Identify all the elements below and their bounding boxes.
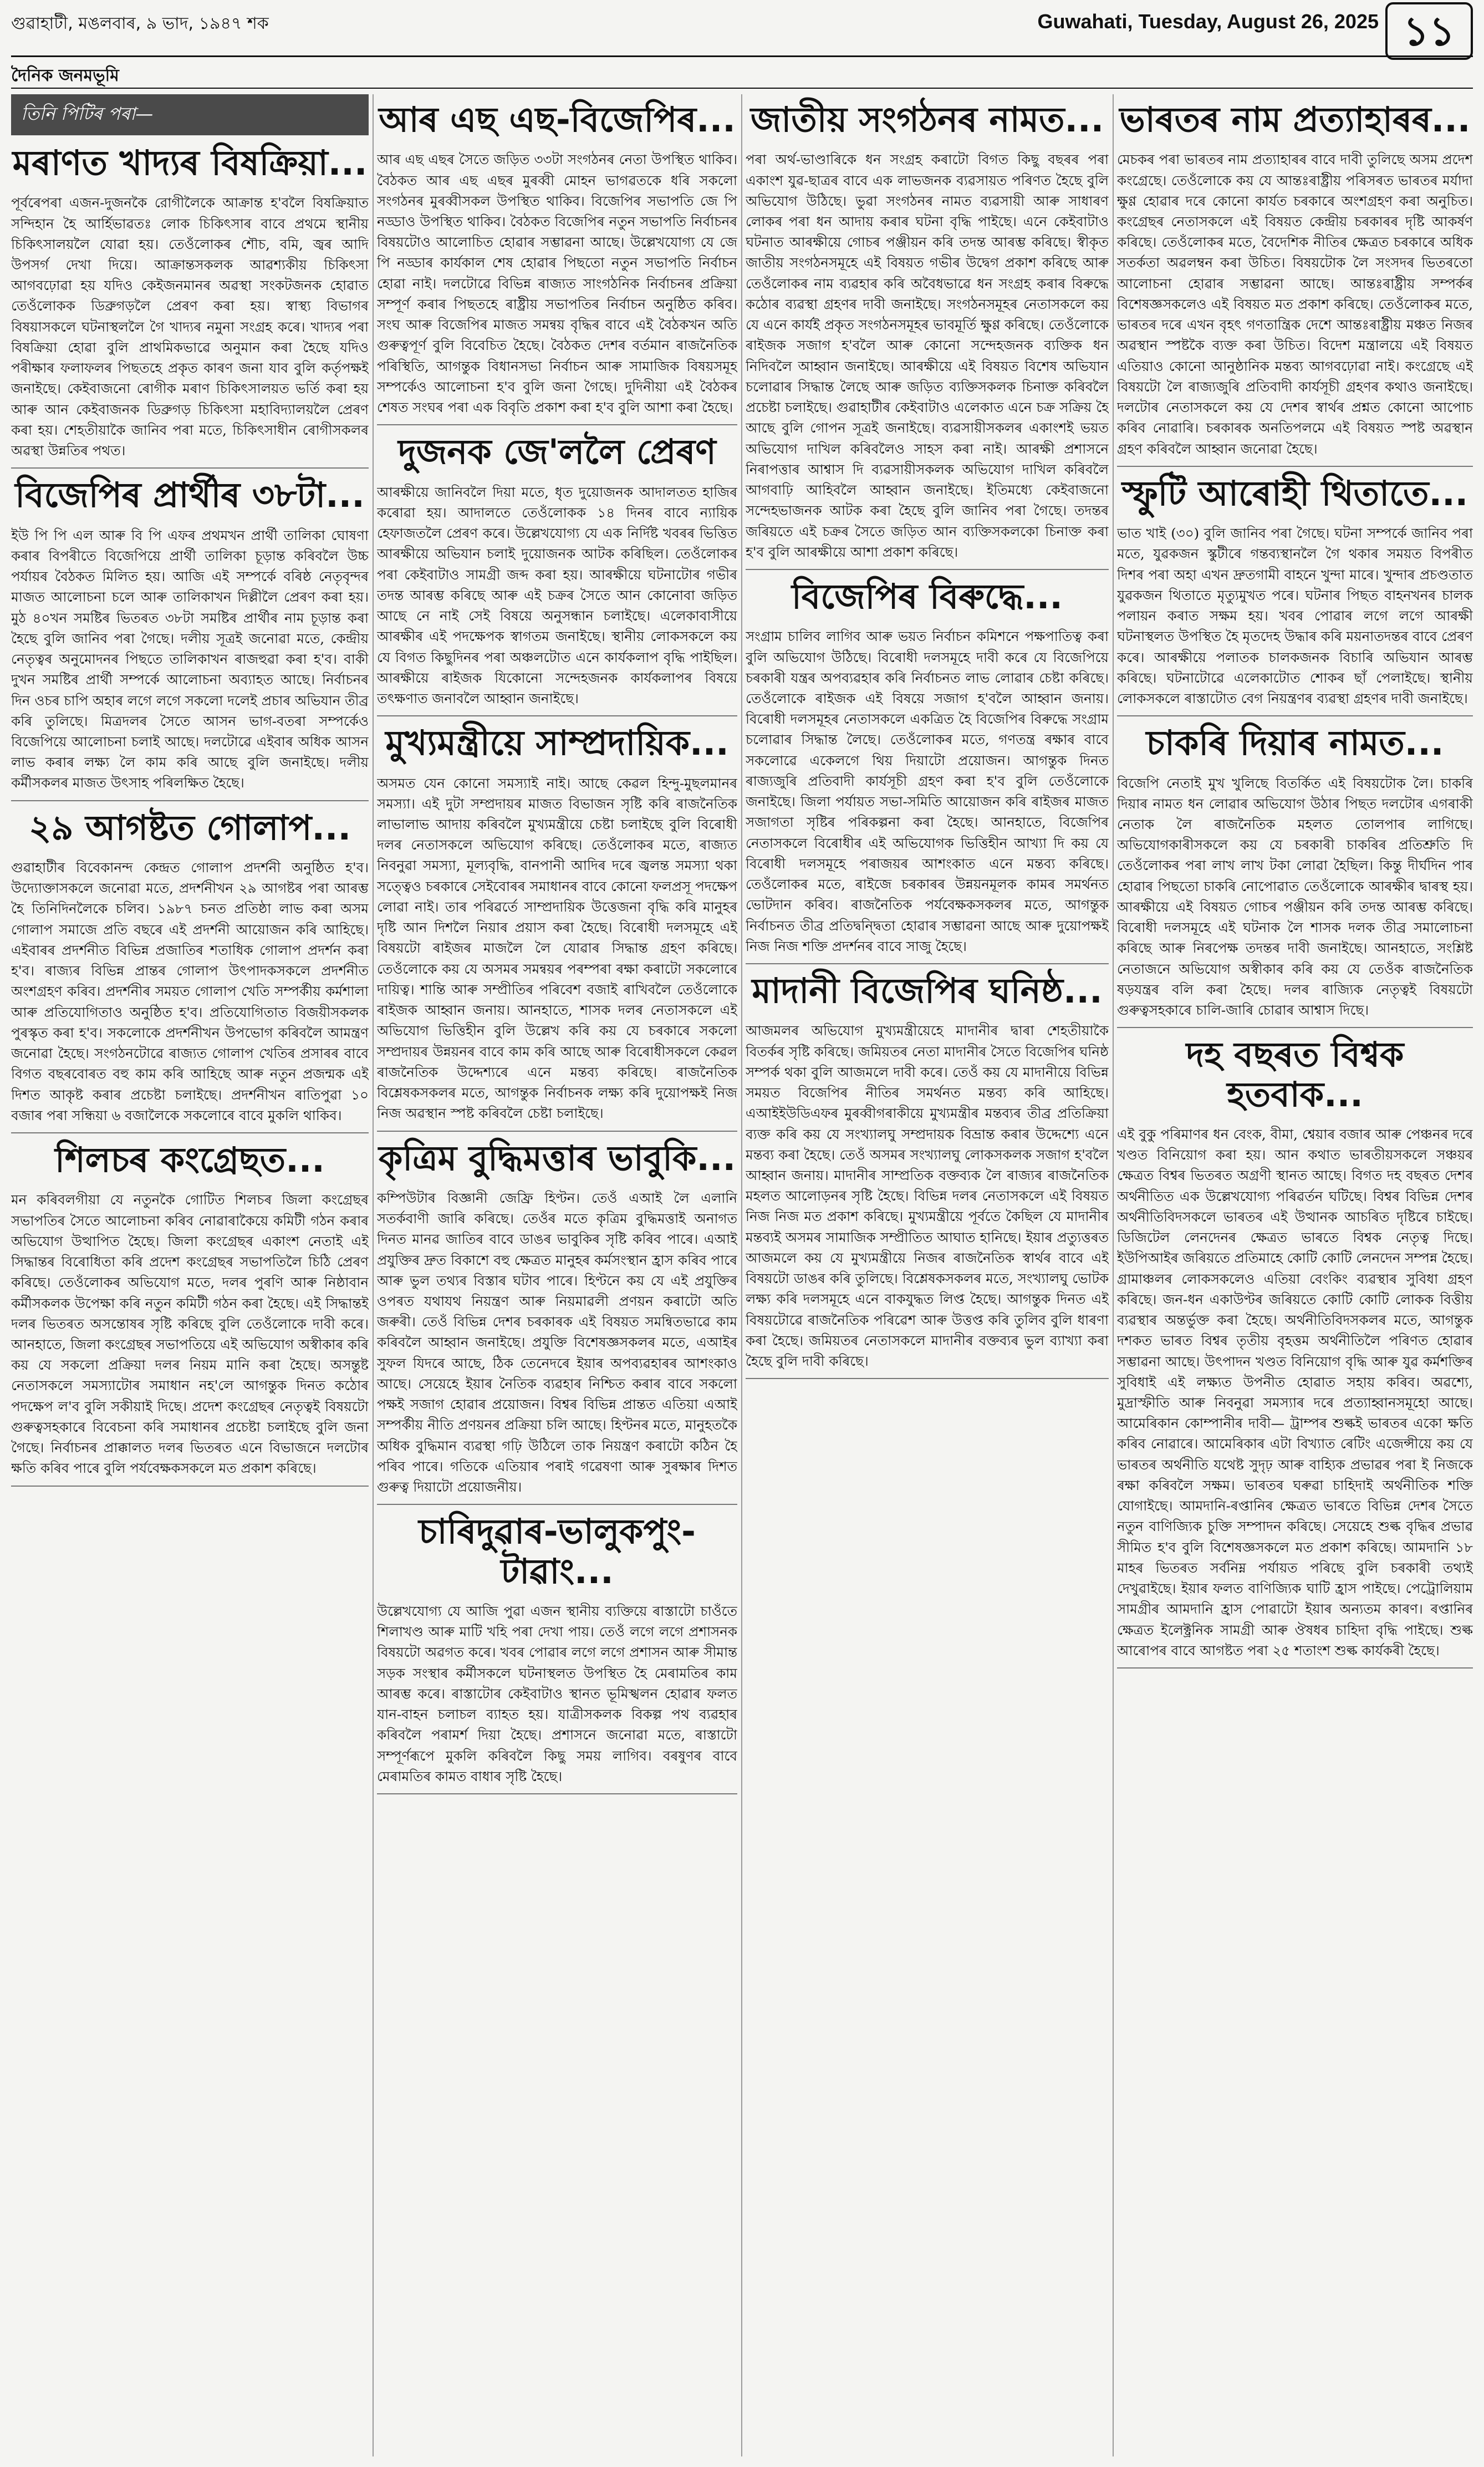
article-silchar-congress (11, 1140, 369, 1487)
article-rose-show (11, 808, 369, 1133)
article-two-jailed (377, 432, 737, 716)
masthead (0, 0, 1484, 61)
article-against-bjp (746, 577, 1109, 964)
headline: বিজেপিৰ প্ৰাৰ্থীৰ ৩৮টা... (15, 475, 365, 516)
article-economy-decade (1117, 1035, 1473, 1669)
article-body: অসমত যেন কোনো সমস্যাই নাই। আছে কেৱল হিন্দু-মুছলমানৰ সমস্যা। এই দুটা সম্প্ৰদায়ৰ মাজত বিভাজন সৃষ্টি কৰি ৰাজনৈতিক লাভালাভ আদায় কৰিবলৈ মুখ্যমন্ত্ৰীয়ে চেষ্টা চলাইছে বুলি বিৰোধী দলৰ নেতাসকলে অভিযোগ কৰিছে। তেওঁলোকৰ মতে, ৰাজ্যত নিবনুৱা সমস্যা, মূল্যবৃদ্ধি, বানপানী আদিৰ দৰে জ্বলন্ত সমস্যা থকা সত্ত্বেও চৰকাৰে সেইবোৰৰ সমাধানৰ বাবে কোনো ফলপ্ৰসূ পদক্ষেপ লোৱা নাই। তাৰ পৰিৱৰ্তে সাম্প্ৰদায়িক উত্তেজনা বৃদ্ধি কৰি মানুহৰ দৃষ্টি আন দিশলৈ নিয়াৰ প্ৰয়াস কৰা হৈছে। বিৰোধী দলসমূহে এই বিষয়টো ৰাইজৰ মাজলৈ লৈ যোৱাৰ সিদ্ধান্ত গ্ৰহণ কৰিছে। তেওঁলোকে কয় যে অসমৰ সমন্বয়ৰ পৰম্পৰা ৰক্ষা কৰাটো সকলোৰে দায়িত্ব। শান্তি আৰু সম্প্ৰীতিৰ পৰিবেশ বজাই ৰাখিবলৈ তেওঁলোকে ৰাইজক আহ্বান জনায়। আনহাতে, শাসক দলৰ নেতাসকলে এই অভিযোগ ভিত্তিহীন বুলি উল্লেখ কৰি কয় যে চৰকাৰে সকলো সম্প্ৰদায়ৰ উন্নয়নৰ বাবে কাম কৰি আছে আৰু বিৰোধীসকলে কেৱল ৰাজনৈতিক উদ্দেশ্যৰে এনে মন্তব্য কৰিছে। ৰাজনৈতিক বিশ্লেষকসকলৰ মতে, আগন্তুক নিৰ্বাচনক লক্ষ্য কৰি দুয়োপক্ষই নিজ নিজ অৱস্থান স্পষ্ট কৰিবলৈ চেষ্টা চলাইছে। (377, 775, 737, 1122)
date-english: Guwahati, Tuesday, August 26, 2025 (1037, 10, 1379, 33)
article-body: ইউ পি পি এল আৰু বি পি এফৰ প্ৰথমখন প্ৰাৰ্থী তালিকা ঘোষণা কৰাৰ বিপৰীতে বিজেপিয়ে প্ৰাৰ্থী তালিকা চূড়ান্ত কৰিবলৈ উচ্চ পৰ্যায়ৰ বৈঠকত মিলিত হয়। আজি এই সম্পৰ্কে বৰিষ্ঠ নেতৃবৃন্দৰ মাজত আলোচনা চলে আৰু তালিকাখন দিল্লীলৈ প্ৰেৰণ কৰা হয়। মুঠ ৪০খন সমষ্টিৰ ভিতৰত ৩৮টা সমষ্টিৰ প্ৰাৰ্থীৰ নাম চূড়ান্ত কৰা হৈছে বুলি জানিব পৰা গৈছে। দলীয় সূত্ৰই জনোৱা মতে, কেন্দ্ৰীয় নেতৃত্বৰ অনুমোদনৰ পিছতে তালিকাখন ৰাজহুৱা কৰা হ'ব। বাকী দুখন সমষ্টিৰ প্ৰাৰ্থী সম্পৰ্কে আলোচনা অব্যাহত আছে। নিৰ্বাচনৰ দিন ওচৰ চাপি অহাৰ লগে লগে সকলো দলেই প্ৰচাৰ অভিযান তীব্ৰ কৰি তুলিছে। মিত্ৰদলৰ সৈতে আসন ভাগ-বতৰা সম্পৰ্কেও বিজেপিয়ে আলোচনা চলাই আছে। দলটোৱে এইবাৰ অধিক আসন লাভ কৰাৰ লক্ষ্য লৈ কাম কৰি আছে বুলি জনাইছে। দলীয় কৰ্মীসকলৰ মাজত উৎসাহ পৰিলক্ষিত হৈছে। (11, 527, 369, 791)
article-body: মন কৰিবলগীয়া যে নতুনকৈ গোটিত শিলচৰ জিলা কংগ্ৰেছৰ সভাপতিৰ সৈতে আলোচনা কৰিব নোৱাৰাকৈয়ে কমিটী গঠন কৰাৰ অভিযোগ উত্থাপিত হৈছে। জিলা কংগ্ৰেছৰ একাংশ নেতাই এই সিদ্ধান্তৰ বিৰোধিতা কৰি প্ৰদেশ কংগ্ৰেছৰ সভাপতিলৈ চিঠি প্ৰেৰণ কৰিছে। তেওঁলোকৰ অভিযোগ মতে, দলৰ পুৰণি আৰু নিষ্ঠাবান কৰ্মীসকলক উপেক্ষা কৰি নতুন কমিটী গঠন কৰা হৈছে। এই সিদ্ধান্তই দলৰ ভিতৰত অসন্তোষৰ সৃষ্টি কৰিছে বুলি তেওঁলোকে দাবী কৰে। আনহাতে, জিলা কংগ্ৰেছৰ সভাপতিয়ে এই অভিযোগ অস্বীকাৰ কৰি কয় যে সকলো প্ৰক্ৰিয়া দলৰ নিয়ম মানি কৰা হৈছে। অসন্তুষ্ট নেতাসকলে সমস্যাটোৰ সমাধান নহ'লে আগন্তুক দিনত কঠোৰ পদক্ষেপ ল'ব বুলি সকীয়াই দিছে। প্ৰদেশ কংগ্ৰেছৰ নেতৃত্বই বিষয়টো গুৰুত্বসহকাৰে বিবেচনা কৰি সমাধানৰ প্ৰচেষ্টা চলাইছে বুলি জনা গৈছে। নিৰ্বাচনৰ প্ৰাক্কালত দলৰ ভিতৰত এনে বিভাজনে দলটোৰ ক্ষতি কৰিব পাৰে বুলি পৰ্যবেক্ষকসকলে মত প্ৰকাশ কৰিছে। (11, 1192, 369, 1477)
headline: শিলচৰ কংগ্ৰেছত... (55, 1140, 325, 1181)
headline: মুখ্যমন্ত্ৰীয়ে সাম্প্ৰদায়িক... (385, 723, 729, 764)
column-1 (11, 94, 369, 2456)
column-divider (1113, 94, 1114, 2456)
article-cm-communal (377, 723, 737, 1131)
article-body: কম্পিউটাৰ বিজ্ঞানী জেফ্ৰি হিণ্টন। তেওঁ এআই লৈ এলানি সতৰ্কবাণী জাৰি কৰিছে। তেওঁৰ মতে কৃত্ৰিম বুদ্ধিমত্তাই অনাগত দিনত মানৱ জাতিৰ বাবে ডাঙৰ ভাবুকিৰ সৃষ্টি কৰিব পাৰে। এআই প্ৰযুক্তিৰ দ্ৰুত বিকাশে বহু ক্ষেত্ৰত মানুহৰ কৰ্মসংস্থান হ্ৰাস কৰিব পাৰে আৰু ভুল তথ্যৰ বিস্তাৰ ঘটাব পাৰে। হিণ্টনে কয় যে এই প্ৰযুক্তিৰ ওপৰত যথাযথ নিয়ন্ত্ৰণ আৰু নিয়মাৱলী প্ৰণয়ন কৰাটো অতি জৰুৰী। তেওঁ বিভিন্ন দেশৰ চৰকাৰক এই বিষয়ত সমন্বিতভাৱে কাম কৰিবলৈ আহ্বান জনাইছে। প্ৰযুক্তি বিশেষজ্ঞসকলৰ মতে, এআইৰ সুফল যিদৰে আছে, ঠিক তেনেদৰে ইয়াৰ অপব্যৱহাৰৰ আশংকাও আছে। সেয়েহে ইয়াৰ নৈতিক ব্যৱহাৰ নিশ্চিত কৰাৰ বাবে সকলো পক্ষই সজাগ হোৱাৰ প্ৰয়োজন। বিশ্বৰ বিভিন্ন প্ৰান্তত এতিয়া এআই সম্পৰ্কীয় নীতি প্ৰণয়নৰ প্ৰক্ৰিয়া চলি আছে। হিণ্টনৰ মতে, মানুহতকৈ অধিক বুদ্ধিমান ব্যৱস্থা গঢ়ি উঠিলে তাক নিয়ন্ত্ৰণ কৰাটো কঠিন হৈ পৰিব পাৰে। গতিকে এতিয়াৰ পৰাই গৱেষণা আৰু সুৰক্ষাৰ দিশত গুৰুত্ব দিয়াটো প্ৰয়োজনীয়। (377, 1189, 737, 1496)
article-body: বিজেপি নেতাই মুখ খুলিছে বিতৰ্কিত এই বিষয়টোক লৈ। চাকৰি দিয়াৰ নামত ধন লোৱাৰ অভিযোগ উঠাৰ পিছত দলটোৰ এগৰাকী নেতাক লৈ ৰাজনৈতিক মহলত তোলপাৰ লাগিছে। অভিযোগকাৰীসকলে কয় যে চৰকাৰী চাকৰিৰ প্ৰতিশ্ৰুতি দি তেওঁলোকৰ পৰা লাখ লাখ টকা লোৱা হৈছিল। কিন্তু দীৰ্ঘদিন পাৰ হোৱাৰ পিছতো চাকৰি নোপোৱাত তেওঁলোকে আৰক্ষীৰ দ্বাৰস্থ হয়। আৰক্ষীয়ে এই বিষয়ত গোচৰ পঞ্জীয়ন কৰি তদন্ত আৰম্ভ কৰিছে। বিৰোধী দলসমূহে এই ঘটনাক লৈ শাসক দলক তীব্ৰ সমালোচনা কৰিছে আৰু নিৰপেক্ষ তদন্তৰ দাবী জনাইছে। আনহাতে, সংশ্লিষ্ট নেতাজনে অভিযোগ অস্বীকাৰ কৰি কয় যে তেওঁক ৰাজনৈতিক ষড়যন্ত্ৰৰ বলি কৰা হৈছে। দলৰ ৰাজ্যিক নেতৃত্বই বিষয়টো গুৰুত্বসহকাৰে চালি-জাৰি চোৱাৰ আশ্বাস দিছে। (1117, 775, 1473, 1019)
headline: চাৰিদুৱাৰ-ভালুকপুং-টাৱাং... (419, 1511, 696, 1591)
headline: আৰ এছ এছ-বিজেপিৰ... (379, 99, 736, 140)
headline: মৰাণত খাদ্যৰ বিষক্ৰিয়া... (12, 143, 368, 183)
article-food-poisoning (11, 143, 369, 469)
article-body: সংগ্ৰাম চালিব লাগিব আৰু ভয়ত নিৰ্বাচন কমিশনে পক্ষপাতিত্ব কৰা বুলি অভিযোগ উঠিছে। বিৰোধী দলসমূহে দাবী কৰে যে বিজেপিয়ে চৰকাৰী যন্ত্ৰৰ অপব্যৱহাৰ কৰি নিৰ্বাচনত লাভ লোৱাৰ চেষ্টা কৰিছে। তেওঁলোকে ৰাইজক এই বিষয়ে সজাগ হ'বলৈ আহ্বান জনায়। বিৰোধী দলসমূহৰ নেতাসকলে একত্ৰিত হৈ বিজেপিৰ বিৰুদ্ধে সংগ্ৰাম চলোৱাৰ সিদ্ধান্ত লৈছে। তেওঁলোকৰ মতে, গণতন্ত্ৰ ৰক্ষাৰ বাবে সকলোৱে একেলগে থিয় দিয়াটো প্ৰয়োজন। আগন্তুক দিনত ৰাজ্যজুৰি প্ৰতিবাদী কাৰ্যসূচী গ্ৰহণ কৰা হ'ব বুলি তেওঁলোকে জনাইছে। জিলা পৰ্যায়ত সভা-সমিতি আয়োজন কৰি ৰাইজৰ মাজত সজাগতা সৃষ্টিৰ পৰিকল্পনা কৰা হৈছে। আনহাতে, বিজেপিৰ নেতাসকলে বিৰোধীৰ এই অভিযোগক ভিত্তিহীন আখ্যা দি কয় যে বিৰোধী দলসমূহে পৰাজয়ৰ আশংকাত এনে মন্তব্য কৰিছে। তেওঁলোকৰ মতে, ৰাইজে চৰকাৰৰ উন্নয়নমূলক কামৰ সমৰ্থনত ভোটদান কৰিব। ৰাজনৈতিক পৰ্যবেক্ষকসকলৰ মতে, আগন্তুক নিৰ্বাচনত তীব্ৰ প্ৰতিদ্বন্দ্বিতা হোৱাৰ সম্ভাৱনা আছে আৰু দুয়োপক্ষই নিজ নিজ শক্তি প্ৰদৰ্শনৰ বাবে সাজু হৈছে। (746, 628, 1109, 954)
article-body: এই বুকু পৰিমাণৰ ধন বেংক, বীমা, শ্বেয়াৰ বজাৰ আৰু পেঞ্চনৰ দৰে খণ্ডত বিনিয়োগ কৰা হয়। আন কথাত ভাৰতীয়সকলে সঞ্চয়ৰ ক্ষেত্ৰত বিশ্বৰ ভিতৰত অগ্ৰণী স্থানত আছে। বিগত দহ বছৰত দেশৰ অৰ্থনীতিত এক উল্লেখযোগ্য পৰিৱৰ্তন ঘটিছে। বিশ্বৰ বিভিন্ন দেশৰ অৰ্থনীতিবিদসকলে ভাৰতৰ এই উত্থানক আচৰিত দৃষ্টিৰে চাইছে। ডিজিটেল লেনদেনৰ ক্ষেত্ৰত ভাৰতে বিশ্বক নেতৃত্ব দিছে। ইউপিআইৰ জৰিয়তে প্ৰতিমাহে কোটি কোটি লেনদেন সম্পন্ন হৈছে। গ্ৰামাঞ্চলৰ লোকসকলেও এতিয়া বেংকিং ব্যৱস্থাৰ সুবিধা গ্ৰহণ কৰিছে। জন-ধন একাউণ্টৰ জৰিয়তে কোটি কোটি লোকক বিত্তীয় ব্যৱস্থাৰ অন্তৰ্ভুক্ত কৰা হৈছে। অৰ্থনীতিবিদসকলৰ মতে, আগন্তুক দশকত ভাৰত বিশ্বৰ তৃতীয় বৃহত্তম অৰ্থনীতিলৈ পৰিণত হোৱাৰ সম্ভাৱনা আছে। উৎপাদন খণ্ডত বিনিয়োগ বৃদ্ধি আৰু যুৱ কৰ্মশক্তিৰ সুবিধাই এই লক্ষ্যত উপনীত হোৱাত সহায় কৰিব। অৱশ্যে, মুদ্ৰাস্ফীতি আৰু নিবনুৱা সমস্যাৰ দৰে প্ৰত্যাহ্বানসমূহো আছে। আমেৰিকান কোম্পানীৰ দাবী— ট্ৰাম্পৰ শুল্কই ভাৰতৰ একো ক্ষতি কৰিব নোৱাৰে। আমেৰিকাৰ এটা বিখ্যাত ৰেটিং এজেন্সীয়ে কয় যে ভাৰতৰ অৰ্থনীতি যথেষ্ট সুদৃঢ় আৰু বাহ্যিক প্ৰভাৱৰ পৰা ই নিজকে ৰক্ষা কৰিবলৈ সক্ষম। ভাৰতৰ ঘৰুৱা চাহিদাই অৰ্থনীতিক শক্তি যোগাইছে। আমদানি-ৰপ্তানিৰ ক্ষেত্ৰত ভাৰতে বিভিন্ন দেশৰ সৈতে নতুন বাণিজ্যিক চুক্তি সম্পাদন কৰিছে। সেয়েহে শুল্ক বৃদ্ধিৰ প্ৰভাৱ সীমিত হ'ব বুলি বিশেষজ্ঞসকলে মত প্ৰকাশ কৰিছে। আমদানি ১৮ মাহৰ ভিতৰত সৰ্বনিম্ন পৰ্যায়ত পৰিছে বুলি চৰকাৰী তথ্যই দেখুৱাইছে। ইয়াৰ ফলত বাণিজ্যিক ঘাটি হ্ৰাস পাইছে। পেট্ৰোলিয়াম সামগ্ৰীৰ আমদানি হ্ৰাস পোৱাটো ইয়াৰ অন্যতম কাৰণ। ৰপ্তানিৰ ক্ষেত্ৰত ইলেক্ট্ৰনিক সামগ্ৰী আৰু ঔষধৰ চাহিদা বৃদ্ধি পাইছে। শুল্ক আৰোপৰ বাবে আগষ্টত পৰা ২৫ শতাংশ শুল্ক কাৰ্যকৰী হৈছে। (1117, 1126, 1473, 1659)
column-4 (1117, 94, 1473, 2456)
article-body: আৰক্ষীয়ে জানিবলৈ দিয়া মতে, ধৃত দুয়োজনক আদালতত হাজিৰ কৰোৱা হয়। আদালতে তেওঁলোকক ১৪ দিনৰ বাবে ন্যায়িক হেফাজতলৈ প্ৰেৰণ কৰে। উল্লেখযোগ্য যে এক নিৰ্দিষ্ট খবৰৰ ভিত্তিত আৰক্ষীয়ে অভিযান চলাই দুয়োজনক আটক কৰিছিল। তেওঁলোকৰ পৰা কেইবাটাও সামগ্ৰী জব্দ কৰা হয়। আৰক্ষীয়ে ঘটনাটোৰ গভীৰ তদন্ত আৰম্ভ কৰিছে আৰু এই চক্ৰৰ সৈতে আন কোনোবা জড়িত আছে নে নাই সেই বিষয়ে অনুসন্ধান চলাইছে। এলেকাবাসীয়ে আৰক্ষীৰ এই পদক্ষেপক স্বাগতম জনাইছে। স্থানীয় লোকসকলে কয় যে বিগত কিছুদিনৰ পৰা অঞ্চলটোত এনে কাৰ্যকলাপ বৃদ্ধি পাইছিল। আৰক্ষীয়ে ৰাইজক যিকোনো সন্দেহজনক কাৰ্যকলাপৰ বিষয়ে তৎক্ষণাত জনাবলৈ আহ্বান জনাইছে। (377, 484, 737, 706)
headline: দুজনক জে'ললৈ প্ৰেৰণ (398, 431, 716, 472)
page-number: ১১ (1385, 2, 1473, 60)
headline: স্ফুটি আৰোহী থিতাতে... (1121, 472, 1468, 513)
continued-label: তিনি পিটিৰ পৰা— (11, 94, 369, 135)
headline: ২৯ আগষ্টত গোলাপ... (28, 807, 351, 848)
date-assamese: গুৱাহাটী, মঙলবাৰ, ৯ ভাদ, ১৯৪৭ শক (11, 14, 269, 33)
article-body: উল্লেখযোগ্য যে আজি পুৱা এজন স্থানীয় ব্যক্তিয়ে ৰাস্তাটো চাওঁতে শিলাখণ্ড আৰু মাটি খহি পৰা দেখা পায়। তেওঁ লগে লগে প্ৰশাসনক বিষয়টো অৱগত কৰে। খবৰ পোৱাৰ লগে লগে প্ৰশাসন আৰু সীমান্ত সড়ক সংস্থাৰ কৰ্মীসকলে ঘটনাস্থলত উপস্থিত হৈ মেৰামতিৰ কাম আৰম্ভ কৰে। ৰাস্তাটোৰ কেইবাটাও স্থানত ভূমিস্খলন হোৱাৰ ফলত যান-বাহন চলাচল ব্যাহত হয়। যাত্ৰীসকলক বিকল্প পথ ব্যৱহাৰ কৰিবলৈ পৰামৰ্শ দিয়া হৈছে। প্ৰশাসনে জনোৱা মতে, ৰাস্তাটো সম্পূৰ্ণৰূপে মুকলি কৰিবলৈ কিছু সময় লাগিব। বৰষুণৰ বাবে মেৰামতিৰ কামত বাধাৰ সৃষ্টি হৈছে। (377, 1603, 737, 1784)
headline: ভাৰতৰ নাম প্ৰত্যাহাৰৰ... (1119, 99, 1471, 140)
headline: কৃত্ৰিম বুদ্ধিমত্তাৰ ভাবুকি... (378, 1137, 736, 1178)
article-job-scam (1117, 723, 1473, 1028)
article-rss-bjp (377, 100, 737, 425)
article-body: ভাত খাই (৩০) বুলি জানিব পৰা গৈছে। ঘটনা সম্পৰ্কে জানিব পৰা মতে, যুৱকজন স্কুটীৰে গন্তব্যস্থানলৈ গৈ থকাৰ সময়ত বিপৰীত দিশৰ পৰা অহা এখন দ্ৰুতগামী বাহনে খুন্দা মাৰে। খুন্দাৰ প্ৰচণ্ডতাত যুৱকজন থিতাতে মৃত্যুমুখত পৰে। ঘটনাৰ পিছত বাহনখনৰ চালক পলায়ন কৰাত সক্ষম হয়। খবৰ পোৱাৰ লগে লগে আৰক্ষী ঘটনাস্থলত উপস্থিত হৈ মৃতদেহ উদ্ধাৰ কৰি ময়নাতদন্তৰ বাবে প্ৰেৰণ কৰে। আৰক্ষীয়ে পলাতক চালকজনক বিচাৰি অভিযান আৰম্ভ কৰিছে। ঘটনাটোৱে এলেকাটোত শোকৰ ছাঁ পেলাইছে। স্থানীয় লোকসকলে ৰাস্তাটোত বেগ নিয়ন্ত্ৰণৰ ব্যৱস্থা গ্ৰহণৰ দাবী জনাইছে। (1117, 525, 1473, 706)
column-2 (377, 94, 737, 2456)
headline: জাতীয় সংগঠনৰ নামত... (750, 99, 1104, 140)
column-3 (746, 94, 1109, 2456)
headline: বিজেপিৰ বিৰুদ্ধে... (792, 576, 1063, 617)
article-ai-threat (377, 1138, 737, 1505)
article-road-landslide (377, 1512, 737, 1794)
headline: চাকৰি দিয়াৰ নামত... (1146, 723, 1444, 764)
newspaper-brand: দৈনিক জনমভূমি (11, 66, 119, 85)
article-body: আজমলৰ অভিযোগ মুখ্যমন্ত্ৰীয়েহে মাদানীৰ দ্বাৰা শেহতীয়াকৈ বিতৰ্কৰ সৃষ্টি কৰিছে। জমিয়তৰ নেতা মাদানীৰ সৈতে বিজেপিৰ ঘনিষ্ঠ সম্পৰ্ক থকা বুলি আজমলে দাবী কৰে। তেওঁ কয় যে মাদানীয়ে বিভিন্ন সময়ত বিজেপিৰ নীতিৰ সমৰ্থনত মন্তব্য কৰি আহিছে। এআইইউডিএফৰ মুৰব্বীগৰাকীয়ে মুখ্যমন্ত্ৰীৰ মন্তব্যৰ তীব্ৰ প্ৰতিক্ৰিয়া ব্যক্ত কৰি কয় যে সংখ্যালঘু সম্প্ৰদায়ক বিভ্ৰান্ত কৰাৰ উদ্দেশ্যে এনে মন্তব্য কৰা হৈছে। তেওঁ অসমৰ সংখ্যালঘু লোকসকলক সজাগ হ'বলৈ আহ্বান জনায়। মাদানীৰ সাম্প্ৰতিক বক্তব্যক লৈ ৰাজ্যৰ ৰাজনৈতিক মহলত আলোড়নৰ সৃষ্টি হৈছে। বিভিন্ন দলৰ নেতাসকলে এই বিষয়ত নিজ নিজ মত প্ৰকাশ কৰিছে। মুখ্যমন্ত্ৰীয়ে পূৰ্বতে কৈছিল যে মাদানীৰ মন্তব্যই অসমৰ সামাজিক সম্প্ৰীতিত আঘাত হানিছে। ইয়াৰ প্ৰত্যুত্তৰত আজমলে কয় যে মুখ্যমন্ত্ৰীয়ে নিজৰ ৰাজনৈতিক স্বাৰ্থৰ বাবে এই বিষয়টো ডাঙৰ কৰি তুলিছে। বিশ্লেষকসকলৰ মতে, সংখ্যালঘু ভোটক লক্ষ্য কৰি দলসমূহে এনে বাকযুদ্ধত লিপ্ত হৈছে। আগন্তুক দিনত এই বিষয়টোৱে ৰাজনৈতিক পৰিৱেশ আৰু উত্তপ্ত কৰি তুলিব বুলি ধাৰণা কৰা হৈছে। জমিয়তৰ নেতাসকলে মাদানীৰ বক্তব্যৰ ভুল ব্যাখ্যা কৰা হৈছে বুলি দাবী কৰিছে। (746, 1023, 1109, 1370)
column-divider (373, 94, 374, 2456)
header-rule-2 (11, 88, 1473, 89)
article-body: মেচকৰ পৰা ভাৰতৰ নাম প্ৰত্যাহাৰৰ বাবে দাবী তুলিছে অসম প্ৰদেশ কংগ্ৰেছে। তেওঁলোকে কয় যে আন্তঃৰাষ্ট্ৰীয় পৰিসৰত ভাৰতৰ মৰ্যাদা ক্ষুণ্ণ হোৱাৰ দৰে কোনো কাৰ্যত চৰকাৰে অংশগ্ৰহণ কৰা অনুচিত। কংগ্ৰেছৰ নেতাসকলে এই বিষয়ত কেন্দ্ৰীয় চৰকাৰৰ দৃষ্টি আকৰ্ষণ কৰিছে। তেওঁলোকৰ মতে, বৈদেশিক নীতিৰ ক্ষেত্ৰত চৰকাৰে অধিক সতৰ্কতা অৱলম্বন কৰা উচিত। বিষয়টোক লৈ সংসদৰ ভিতৰতো আলোচনা হোৱাৰ সম্ভাৱনা আছে। আন্তঃৰাষ্ট্ৰীয় সম্পৰ্কৰ বিশেষজ্ঞসকলেও এই বিষয়ত মত প্ৰকাশ কৰিছে। তেওঁলোকৰ মতে, ভাৰতৰ দৰে এখন বৃহৎ গণতান্ত্ৰিক দেশে আন্তঃৰাষ্ট্ৰীয় মঞ্চত নিজৰ অৱস্থান স্পষ্টকৈ ব্যক্ত কৰা উচিত। বিদেশ মন্ত্ৰালয়ে এই বিষয়ত এতিয়াও কোনো আনুষ্ঠানিক মন্তব্য আগবঢ়োৱা নাই। কংগ্ৰেছে এই বিষয়টো লৈ ৰাজ্যজুৰি প্ৰতিবাদী কাৰ্যসূচী গ্ৰহণৰ কথাও জনাইছে। দলটোৰ নেতাসকলে কয় যে দেশৰ স্বাৰ্থৰ প্ৰশ্নত কোনো আপোচ কৰিব নোৱাৰি। চৰকাৰক অনতিপলমে এই বিষয়ত স্পষ্ট অৱস্থান গ্ৰহণ কৰিবলৈ আহ্বান জনোৱা হৈছে। (1117, 151, 1473, 457)
article-body: পূৰ্বৰেপৰা এজন-দুজনকৈ রোগীলৈকে আক্ৰান্ত হ'বলৈ বিষক্ৰিয়াত সন্দিহান হৈ আৰ্হিভাৱতঃ লোক চিকিৎসাৰ বাবে প্ৰথমে স্থানীয় চিকিৎসালয়লৈ যোৱা হয়। তেওঁলোকৰ শৌচ, বমি, জ্বৰ আদি উপসৰ্গ দেখা দিয়ে। আক্ৰান্তসকলক আৱশ্যকীয় চিকিৎসা আগবঢ়োৱা হয় যদিও কেইজনমানৰ অৱস্থা সংকটজনক হোৱাত তেওঁলোকক ডিব্ৰুগড়লৈ প্ৰেৰণ কৰা হয়। স্বাস্থ্য বিভাগৰ বিষয়াসকলে ঘটনাস্থললৈ গৈ খাদ্যৰ নমুনা সংগ্ৰহ কৰে। খাদ্যৰ পৰা বিষক্ৰিয়া হোৱা বুলি প্ৰাথমিকভাৱে অনুমান কৰা হৈছে যদিও পৰীক্ষাৰ ফলাফলৰ পিছতহে প্ৰকৃত কাৰণ জনা যাব বুলি কৰ্তৃপক্ষই জনাইছে। কেইবাজনো ৰোগীক মৰাণ চিকিৎসালয়ত ভৰ্তি কৰা হয় আৰু আন কেইবাজনক ডিব্ৰুগড় চিকিৎসা মহাবিদ্যালয়লৈ প্ৰেৰণ কৰা হয়। শেহতীয়াকৈ জানিব পৰা মতে, চিকিৎসাধীন ৰোগীসকলৰ অৱস্থা উন্নতিৰ পথত। (11, 195, 369, 459)
article-scooter-rider (1117, 474, 1473, 716)
article-body: গুৱাহাটীৰ বিবেকানন্দ কেন্দ্ৰত গোলাপ প্ৰদৰ্শনী অনুষ্ঠিত হ'ব। উদ্যোক্তাসকলে জনোৱা মতে, প্ৰদৰ্শনীখন ২৯ আগষ্টৰ পৰা আৰম্ভ হৈ তিনিদিনলৈকে চলিব। ১৯৮৭ চনত প্ৰতিষ্ঠা লাভ কৰা অসম গোলাপ সমাজে প্ৰতি বছৰে এই প্ৰদৰ্শনী আয়োজন কৰি আহিছে। এইবাৰৰ প্ৰদৰ্শনীত বিভিন্ন প্ৰজাতিৰ শতাধিক গোলাপ প্ৰদৰ্শন কৰা হ'ব। ৰাজ্যৰ বিভিন্ন প্ৰান্তৰ গোলাপ উৎপাদকসকলে প্ৰদৰ্শনীত অংশগ্ৰহণ কৰিব। প্ৰদৰ্শনীৰ সময়ত গোলাপ খেতি সম্পৰ্কীয় কৰ্মশালা আৰু প্ৰতিযোগিতাও অনুষ্ঠিত হ'ব। প্ৰতিযোগিতাত বিজয়ীসকলক পুৰস্কৃত কৰা হ'ব। সকলোকে প্ৰদৰ্শনীখন উপভোগ কৰিবলৈ আমন্ত্ৰণ জনোৱা হৈছে। সংগঠনটোৱে ৰাজ্যত গোলাপ খেতিৰ প্ৰসাৰৰ বাবে বিগত বছৰবোৰত বহু কাম কৰি আহিছে আৰু নতুন প্ৰজন্মক এই দিশত আকৃষ্ট কৰাৰ প্ৰচেষ্টা চলাইছে। প্ৰদৰ্শনীখন ৰাতিপুৱা ১০ বজাৰ পৰা সন্ধিয়া ৬ বজালৈকে সকলোৰে বাবে মুকলি থাকিব। (11, 859, 369, 1123)
article-body: আৰ এছ এছৰ সৈতে জড়িত ৩৩টা সংগঠনৰ নেতা উপস্থিত থাকিব। বৈঠকত আৰ এছ এছৰ মুৰব্বী মোহন ভাগৱতকে ধৰি সকলো সংগঠনৰ মুৰব্বীসকল উপস্থিত থাকিব। বিজেপিৰ সভাপতি জে পি নড্ডাও উপস্থিত থাকিব। বৈঠকত বিজেপিৰ নতুন সভাপতি নিৰ্বাচনৰ বিষয়টোও আলোচিত হোৱাৰ সম্ভাৱনা আছে। উল্লেখযোগ্য যে জে পি নড্ডাৰ কাৰ্যকাল শেষ হোৱাৰ পিছতো নতুন সভাপতি নিৰ্বাচন হোৱা নাই। দলটোৱে বিভিন্ন ৰাজ্যত সাংগঠনিক নিৰ্বাচনৰ প্ৰক্ৰিয়া সম্পূৰ্ণ কৰাৰ পিছতহে ৰাষ্ট্ৰীয় সভাপতিৰ নিৰ্বাচন অনুষ্ঠিত কৰিব। সংঘ আৰু বিজেপিৰ মাজত সমন্বয় বৃদ্ধিৰ বাবে এই বৈঠকখন অতি গুৰুত্বপূৰ্ণ বুলি বিবেচিত হৈছে। বৈঠকত দেশৰ বৰ্তমান ৰাজনৈতিক পৰিস্থিতি, আগন্তুক বিধানসভা নিৰ্বাচন আৰু সামাজিক বিষয়সমূহ সম্পৰ্কেও আলোচনা হ'ব বুলি জনা গৈছে। দুদিনীয়া এই বৈঠকৰ শেষত সংঘৰ পৰা এক বিবৃতি প্ৰকাশ কৰা হ'ব বুলি আশা কৰা হৈছে। (377, 151, 737, 416)
headline: মাদানী বিজেপিৰ ঘনিষ্ঠ... (752, 970, 1103, 1011)
header-rule (11, 55, 1473, 57)
headline: দহ বছৰত বিশ্বক হতবাক... (1186, 1034, 1404, 1115)
article-body: পৰা অৰ্থ-ভাণ্ডাৰিকে ধন সংগ্ৰহ কৰাটো বিগত কিছু বছৰৰ পৰা একাংশ যুৱ-ছাত্ৰৰ বাবে এক লাভজনক ব্যৱসায়ত পৰিণত হৈছে বুলি অভিযোগ উঠিছে। ভুৱা সংগঠনৰ নামত ব্যৱসায়ী আৰু সাধাৰণ লোকৰ পৰা ধন আদায় কৰাৰ ঘটনা বৃদ্ধি পাইছে। এনে কেইবাটাও ঘটনাত আৰক্ষীয়ে গোচৰ পঞ্জীয়ন কৰি তদন্ত আৰম্ভ কৰিছে। স্বীকৃত জাতীয় সংগঠনসমূহে এই বিষয়ত গভীৰ উদ্বেগ প্ৰকাশ কৰিছে আৰু তেওঁলোকৰ নাম ব্যৱহাৰ কৰি অবৈধভাৱে ধন সংগ্ৰহ কৰাৰ বিৰুদ্ধে কঠোৰ ব্যৱস্থা গ্ৰহণৰ দাবী জনাইছে। সংগঠনসমূহৰ নেতাসকলে কয় যে এনে কাৰ্যই প্ৰকৃত সংগঠনসমূহৰ ভাবমূৰ্তি ক্ষুণ্ণ কৰিছে। তেওঁলোকে ৰাইজক সজাগ হ'বলৈ আৰু কোনো সন্দেহজনক ব্যক্তিক ধন নিদিবলৈ আহ্বান জনাইছে। আৰক্ষীয়ে এই বিষয়ত বিশেষ অভিযান চলোৱাৰ সিদ্ধান্ত লৈছে আৰু জড়িত ব্যক্তিসকলক চিনাক্ত কৰিবলৈ প্ৰচেষ্টা চলাইছে। গুৱাহাটীৰ কেইবাটাও এলেকাত এনে চক্ৰ সক্ৰিয় হৈ আছে বুলি গোপন সূত্ৰই জনাইছে। ব্যৱসায়ীসকলৰ একাংশই ভয়ত অভিযোগ দাখিল কৰিবলৈও সাহস কৰা নাই। আৰক্ষী প্ৰশাসনে নিৰাপত্তাৰ আশ্বাস দি ব্যৱসায়ীসকলক অভিযোগ দাখিল কৰিবলৈ আগবাঢ়ি আহিবলৈ আহ্বান জনাইছে। ইতিমধ্যে কেইবাজনো সন্দেহভাজনক আটক কৰা হৈছে বুলি জানিব পৰা গৈছে। তদন্তৰ জৰিয়তে এই চক্ৰৰ সৈতে জড়িত আন ব্যক্তিসকলকো চিনাক্ত কৰা হ'ব বুলি আৰক্ষীয়ে আশা প্ৰকাশ কৰিছে। (746, 151, 1109, 560)
column-divider (741, 94, 742, 2456)
article-madani (746, 971, 1109, 1379)
article-national-organisation (746, 100, 1109, 570)
article-bjp-candidates (11, 475, 369, 801)
article-india-name-withdrawal (1117, 100, 1473, 467)
